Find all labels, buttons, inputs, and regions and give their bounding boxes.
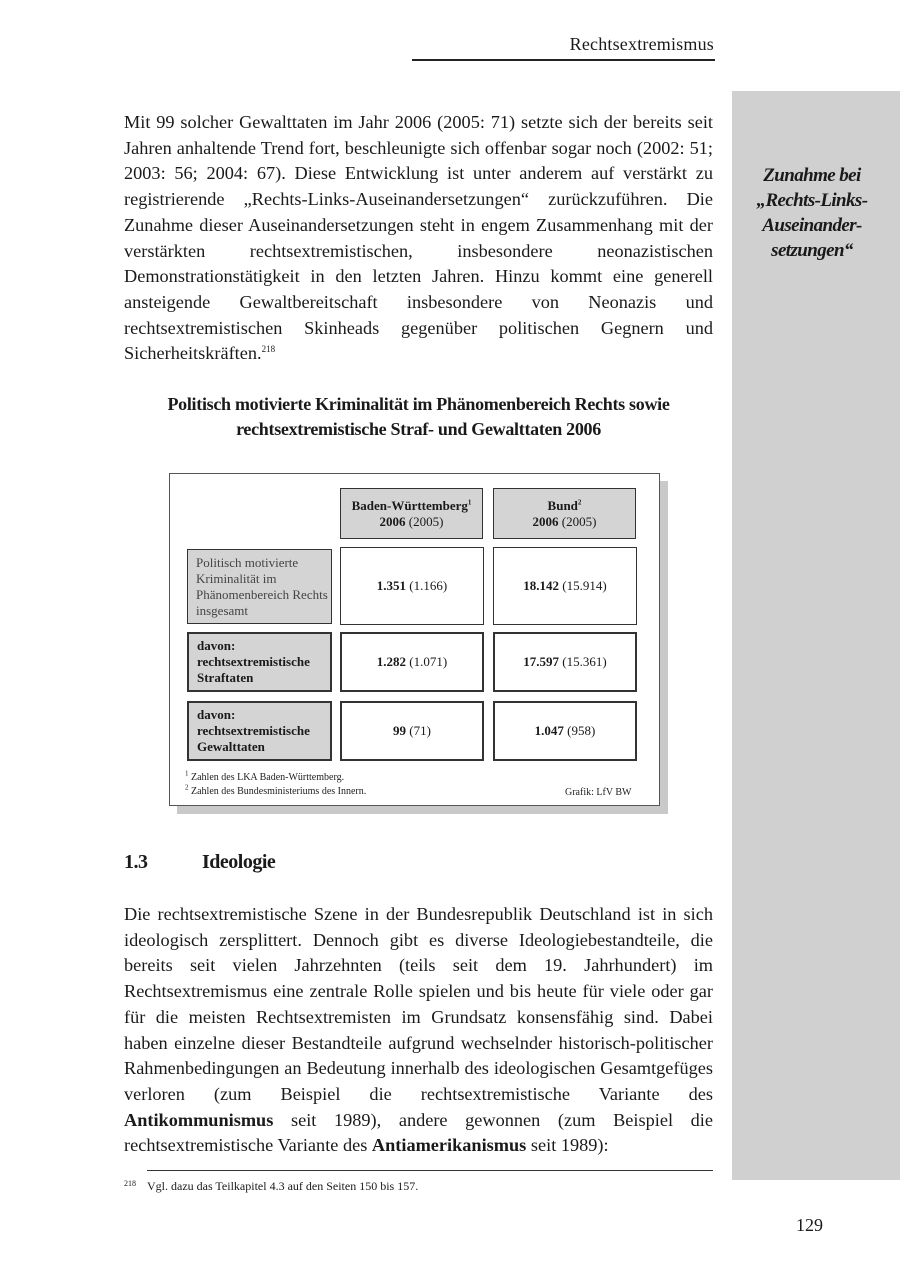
cell-prev-value: (958) bbox=[567, 723, 596, 738]
cell-value: 1.047 bbox=[534, 723, 564, 738]
page-number: 129 bbox=[796, 1215, 823, 1235]
table-note-2 bbox=[185, 783, 367, 798]
table-note-1 bbox=[185, 769, 345, 784]
table-note-text: Zahlen des LKA Baden-Württemberg. bbox=[191, 772, 345, 783]
header-rule bbox=[412, 59, 715, 61]
cell-prev-value: (15.361) bbox=[562, 654, 607, 669]
row-header-gewalttaten: davon: rechtsextremistische Gewalttaten bbox=[187, 701, 332, 761]
paragraph-text-part-3: seit 1989): bbox=[526, 1135, 609, 1156]
cell-bw-total bbox=[340, 547, 484, 625]
paragraph-text: Mit 99 solcher Gewalttaten im Jahr 2006 (2005: 71) setzte sich der bereits seit Jahren anhaltende Trend fort, beschleunigte sich offenbar sogar noch (2002: 51; 2003: 56; 2004: 67). Diese Entwicklung ist unter anderem auf verstärkt zu registrierende „Rechts-Links-Auseinandersetzungen“ zurückzuführen. Die Zunahme dieser Auseinandersetzungen steht in engem Zusammenhang mit der verstärkten rechtsextremistischen, insbesondere neonazistischen Demonstrationstätigkeit in den letzten Jahren. Hinzu kommt eine generell ansteigende Gewaltbereitschaft insbesondere von Neonazis und rechtsextremistischen Skinheads gegenüber politischen Gegnern und Sicherheitskräften. bbox=[124, 112, 713, 364]
footnote-text: Vgl. dazu das Teilkapitel 4.3 auf den Seiten 150 bis 157. bbox=[147, 1179, 419, 1193]
table-note-mark: 2 bbox=[185, 783, 189, 792]
statistics-table bbox=[169, 473, 660, 806]
footnote-rule bbox=[147, 1170, 713, 1171]
table-caption-line-2: rechtsextremistische Straf- und Gewalttaten 2006 bbox=[236, 419, 601, 439]
cell-bund-total bbox=[493, 547, 637, 625]
column-header-year: 2006 bbox=[532, 513, 559, 529]
paragraph-text-part-1: Die rechtsextremistische Szene in der Bundesrepublik Deutschland ist in sich ideologisch zersplittert. Dennoch gibt es diverse Ideologiebestandteile, die bereits seit vielen Jahrzehnten (teils seit dem 19. Jahrhundert) im Rechtsextremismus eine zentrale Rolle spielen und bis heute für viele oder gar für die meisten Rechtsextremisten im Grundsatz konsensfähig sind. Dabei haben einzelne dieser Bestandteile aufgrund wechselnder historisch-politischer Rahmenbedingungen an Bedeutung innerhalb des ideologischen Gesamtgefüges verloren (zum Beispiel die rechtsextremistische Variante des bbox=[124, 904, 713, 1104]
column-header-prev-year: (2005) bbox=[561, 513, 597, 529]
cell-bund-gewalttaten bbox=[493, 701, 637, 761]
running-header-title: Rechtsextremismus bbox=[569, 34, 714, 54]
body-paragraph-1 bbox=[124, 110, 713, 367]
cell-value: 1.282 bbox=[376, 654, 407, 669]
margin-note: Zunahme bei „Rechts-Links-Auseinander-setzungen“ bbox=[756, 165, 868, 261]
table-credit: Grafik: LfV BW bbox=[565, 787, 632, 798]
key-term-antiamerikanismus: Antiamerikanismus bbox=[371, 1135, 527, 1156]
cell-bw-gewalttaten bbox=[340, 701, 484, 761]
cell-value: 18.142 bbox=[523, 578, 560, 593]
footnote-reference: 218 bbox=[261, 344, 276, 355]
table-note-text: Zahlen des Bundesministeriums des Innern. bbox=[191, 786, 367, 797]
column-header-prev-year: (2005) bbox=[408, 513, 444, 529]
row-header-straftaten: davon: rechtsextremistische Straftaten bbox=[187, 632, 332, 692]
row-header-total: Politisch motivierte Kriminalität im Phänomenbereich Rechts insgesamt bbox=[187, 549, 332, 624]
paragraph-text-part-2: seit 1989), andere gewonnen (zum Beispiel die rechtsextremistische Variante des bbox=[124, 1109, 713, 1156]
table-note-mark: 1 bbox=[185, 769, 189, 778]
cell-bund-straftaten bbox=[493, 632, 637, 692]
section-number: 1.3 bbox=[124, 851, 148, 873]
table-caption bbox=[124, 392, 713, 442]
section-title: Ideologie bbox=[202, 851, 276, 873]
cell-bw-straftaten bbox=[340, 632, 484, 692]
cell-value: 99 bbox=[393, 723, 407, 738]
footnote-number: 218 bbox=[124, 1179, 136, 1188]
table-caption-line-1: Politisch motivierte Kriminalität im Phänomenbereich Rechts sowie bbox=[167, 394, 670, 414]
cell-prev-value: (15.914) bbox=[562, 578, 607, 593]
column-header-name: Baden-Württemberg bbox=[351, 497, 468, 513]
column-header-baden-wuerttemberg bbox=[340, 488, 483, 539]
cell-value: 17.597 bbox=[523, 654, 560, 669]
cell-value: 1.351 bbox=[376, 578, 407, 593]
column-header-footnote-mark: 2 bbox=[577, 498, 582, 507]
column-header-footnote-mark: 1 bbox=[467, 498, 472, 507]
column-header-year: 2006 bbox=[379, 513, 406, 529]
cell-prev-value: (1.166) bbox=[409, 578, 448, 593]
key-term-antikommunismus: Antikommunismus bbox=[124, 1109, 274, 1130]
body-paragraph-2 bbox=[124, 902, 713, 1159]
column-header-name: Bund bbox=[547, 497, 578, 513]
cell-prev-value: (1.071) bbox=[409, 654, 448, 669]
cell-prev-value: (71) bbox=[409, 723, 431, 738]
column-header-bund bbox=[493, 488, 636, 539]
